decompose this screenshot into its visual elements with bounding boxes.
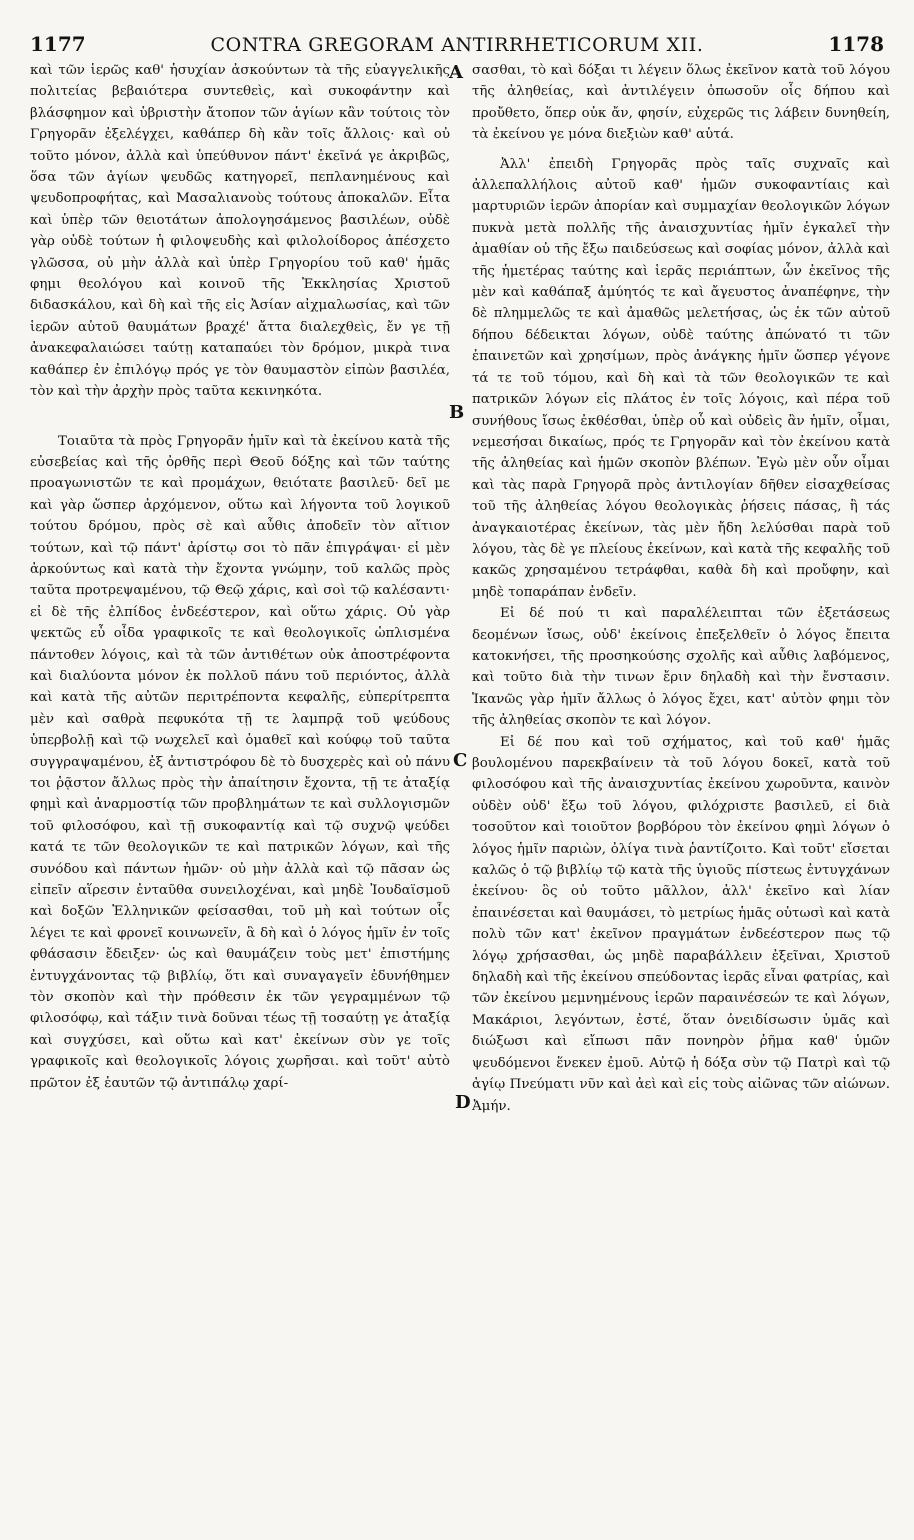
paragraph: σασθαι, τὸ καὶ δόξαι τι λέγειν ὅλως ἐκεῖνον κατὰ τοῦ λόγου τῆς ἀληθείας, καὶ ἀντιλέγειν ὁπωσοῦν οἷς δήπου καὶ προὔθετο, ὅπερ οὐκ ἄν, φησίν, εὐχερῶς τις λάβειν δυνηθείη, τὰ ἐκείνου γε μόνα διεξιὼν καθ' αὑτά.	[472, 63, 890, 143]
running-header	[30, 32, 884, 58]
page-number-right: 1178	[828, 32, 884, 56]
page-number-left: 1177	[30, 32, 86, 56]
running-title: CONTRA GREGORAM ANTIRRHETICORUM XII.	[210, 34, 704, 56]
paragraph: Ἀλλ' ἐπειδὴ Γρηγορᾶς πρὸς ταῖς συχναῖς καὶ ἀλλεπαλλήλοις αὐτοῦ καθ' ἡμῶν συκοφαντίαις καὶ μαρτυριῶν ἱερῶν ἀπορίαν καὶ συμμαχίαν θεολογικῶν λόγων πυκνὰ μετὰ πολλῆς τῆς ἀναισχυντίας ἡμῖν ἐγκαλεῖ τὴν ἀμαθίαν οὐ τῆς ἔξω παιδεύσεως καὶ σοφίας μόνον, ἀλλὰ καὶ τῆς ἡμετέρας ταύτης καὶ ἱερᾶς περιάπτων, ὧν ἐκεῖνος τῆς μὲν καὶ καθάπαξ ἀμύητός τε καὶ ἄγευστος ἀναπέφηνε, τὴν δὲ πλημμελῶς τε καὶ ἀμαθῶς μελετήσας, ὡς ἐκ τῶν αὐτοῦ δήπου δέδεικται λόγων, οὐδὲ ταύτης ἀπώνατό τι τῶν ἐπαινετῶν καὶ χρησίμων, πρὸς ἀνάγκης ἡμῖν ὥσπερ γέγονε τά τε τοῦ τόμου, καὶ δὴ καὶ τὰ τῶν θεολογικῶν τε καὶ πατρικῶν λόγων εἰς πλάτος ἐν τοῖς λόγοις, καὶ πέρα τοῦ συνήθους ἴσως ἐκθέσθαι, ὑπὲρ οὗ καὶ οὐδεὶς ἂν ἡμῖν, οἶμαι, νεμεσήσαι δικαίως, πρός τε Γρηγορᾶν καὶ τὸν ἐκείνου κατὰ τῆς ἀληθείας καὶ ἡμῶν σκοπὸν βλέπων. Ἐγὼ μὲν οὖν οἶμαι καὶ τὰς παρὰ Γρηγορᾶ πρὸς ἀντιλογίαν δῆθεν εἰσαχθείσας τοῦ τῆς ἀληθείας λόγου θεολογικὰς ῥήσεις πάσας, ἢ τάς ἀναγκαιοτέρας ἐκείνων, τὰς μὲν ἤδη λελύσθαι παρὰ τοῦ λόγου, τὰς δὲ γε πλείους ἐκείνων, καὶ κατὰ τῆς κεφαλῆς τοῦ κακῶς χρησαμένου τετράφθαι, καθὰ δὴ καὶ προὔφην, καὶ μηδὲ τοπαράπαν ἐνδεῖν.	[472, 156, 890, 600]
left-column	[30, 60, 450, 1094]
paragraph: Εἰ δέ που καὶ τοῦ σχήματος, καὶ τοῦ καθ' ἡμᾶς βουλομένου παρεκβαίνειν τὰ τοῦ λόγου δοκεῖ, κατὰ τοῦ φιλοσόφου καὶ τῆς ἀναισχυντίας ἐκείνου χωροῦντα, καινὸν οὐδὲν οὐδ' ἔξω τοῦ λόγου, φιλόχριστε βασιλεῦ, εἰ διὰ τοσοῦτον καὶ τοιοῦτον βορβόρου τὸν ἐκείνου φημὶ λόγων ὁ λόγος ἡμῖν παριὼν, ὀλίγα τινὰ ῥαντίζοιτο. Καὶ τοῦτ' εἴσεται καλῶς ὁ τῷ βιβλίῳ τῷ κατὰ τῆς ὑγιοῦς πίστεως ἐντυγχάνων ἐκείνου· ὃς οὐ τοῦτο μᾶλλον, ἀλλ' ἐκεῖνο καὶ λίαν ἐπαινέσεται καὶ θαυμάσει, τὸ μετρίως ἡμᾶς οὑτωσὶ καὶ κατὰ πολὺ τῶν κατ' ἐκεῖνον πραγμάτων ἐνδεέστερον πως τῷ λόγῳ χρήσασθαι, ὡς μηδὲ παραβάλλειν ἐξεῖναι, Χριστοῦ δηλαδὴ καὶ τῆς ἐκείνου σπεύδοντας ἱερᾶς εἶναι φατρίας, καὶ τῶν ἐκείνου μεμνημένους ἱερῶν παραινέσεών τε καὶ λόγων, Μακάριοι, λεγόντων, ἐστέ, ὅταν ὀνειδίσωσιν ὑμᾶς καὶ διώξωσι καὶ εἴπωσι πᾶν πονηρὸν ῥῆμα καθ' ὑμῶν ψευδόμενοι ἕνεκεν ἐμοῦ. Αὐτῷ ἡ δόξα σὺν τῷ Πατρὶ καὶ τῷ ἁγίῳ Πνεύματι νῦν καὶ ἀεὶ καὶ εἰς τοὺς αἰῶνας τῶν αἰώνων. Ἀμήν.	[472, 734, 890, 1114]
margin-marker-d: D	[455, 1092, 471, 1113]
margin-marker-c: C	[453, 750, 468, 771]
margin-marker-b: B	[449, 402, 465, 423]
paragraph: Τοιαῦτα τὰ πρὸς Γρηγορᾶν ἡμῖν καὶ τὰ ἐκείνου κατὰ τῆς εὐσεβείας καὶ τῆς ὀρθῆς περὶ Θεοῦ δόξης καὶ τῶν ταύτης προαγωνιστῶν τε καὶ προμάχων, θειότατε βασιλεῦ· δεῖ με καὶ γὰρ ὥσπερ ἀρχόμενον, οὕτω καὶ λήγοντα τοῦ λογικοῦ τούτου δρόμου, πρὸς σὲ καὶ αὖθις ἀποδεῖν τὸν αἴτιον τούτων, καὶ τῷ πάντ' ἀρίστῳ σοι τὸ πᾶν ἐπιγράψαι· εἰ μὲν ἀρκούντως καὶ κατὰ τὴν ἔχοντα γνώμην, τοῦ καλῶς πρὸς ταῦτα προτρεψαμένου, τῷ Θεῷ χάρις, καὶ σοὶ τῷ καλέσαντι· εἰ δὲ τῆς ἐλπίδος ἐνδεέστερον, καὶ οὕτω χάρις. Οὐ γὰρ ψεκτῶς εὖ οἶδα γραφικοῖς τε καὶ θεολογικοῖς ὡπλισμένα πάντοθεν λόγοις, καὶ τὰ τῶν ἀντιθέτων οὐκ ἀποστρέφοντα καὶ διαλύοντα μόνον ἐκ πολλοῦ πάνυ τοῦ περιόντος, ἀλλὰ καὶ κατὰ τῆς αὐτῶν περιτρέποντα κεφαλῆς, εὐπερίτρεπτα μὲν καὶ σαθρὰ πεφυκότα τῇ τε λαμπρᾷ τοῦ ψεύδους ὑπερβολῇ καὶ τῷ νωχελεῖ καὶ ὀμαθεῖ καὶ κούφῳ τοῦ ταῦτα συγγραψαμένου, ἐξ ἀντιστρόφου δὲ τὸ δυσχερὲς καὶ οὐ πάνυ τοι ῥᾷστον ἄλλως πρὸς τὴν ἀπαίτησιν ἔχοντα, τῇ τε ἀταξίᾳ φημὶ καὶ ἀναρμοστίᾳ τῶν προβλημάτων τε καὶ συλλογισμῶν τοῦ φιλοσόφου, καὶ τῇ συκοφαντίᾳ καὶ τῷ συχνῷ ψεύδει κατά τε τῶν θεολογικῶν τε καὶ πατρικῶν λόγων, καὶ τῆς συνόδου καὶ πάντων ἡμῶν· οὐ μὴν ἀλλὰ καὶ τῷ πᾶσαν ὡς εἰπεῖν αἵρεσιν ἐνταῦθα συνειλοχέναι, καὶ μηδὲ Ἰουδαϊσμοῦ καὶ δοξῶν Ἑλληνικῶν φείσασθαι, τοῦ μὴ καὶ τούτων οἷς λέγει τε καὶ φρονεῖ κοινωνεῖν, ἃ δὴ καὶ ὁ λόγος ἡμῖν ἐν τοῖς φθάσασιν ἔδειξεν· ὡς καὶ θαυμάζειν τοὺς μετ' ἐπιστήμης ἐντυγχάνοντας τῷ βιβλίῳ, ὅτι καὶ συναγαγεῖν ἐδυνήθημεν τὸν σκοπὸν καὶ τὴν πρόθεσιν ἐκ τῶν γεγραμμένων τῷ φιλοσόφῳ, καὶ τάξιν τινὰ δοῦναι τέως τῇ τοσαύτῃ γε ἀταξίᾳ καὶ συγχύσει, καὶ οὕτω καὶ κατ' ἐκείνων σὺν γε τοῖς γραφικοῖς καὶ θεολογικοῖς λόγοις χωρῆσαι. καὶ τοῦτ' αὐτὸ πρῶτον ἐξ ἑαυτῶν τῷ ἀντιπάλῳ χαρί-	[30, 433, 450, 1091]
paragraph: Εἰ δέ πού τι καὶ παραλέλειπται τῶν ἐξετάσεως δεομένων ἴσως, οὐδ' ἐκείνοις ἐπεξελθεῖν ὁ λόγος ἔπειτα κατοκνήσει, τῆς προσηκούσης σχολῆς καὶ αὖθις λαβόμενος, καὶ τοῦτο διὰ τὴν τινων ἔριν δηλαδὴ καὶ τὴν ἔνστασιν. Ἱκανῶς γὰρ ἡμῖν ἄλλως ὁ λόγος ἔχει, κατ' αὐτὸν φημι τὸν τῆς ἀληθείας σκοπὸν τε καὶ λόγον.	[472, 606, 890, 729]
paragraph: καὶ τῶν ἱερῶς καθ' ἡσυχίαν ἀσκούντων τὰ τῆς εὐαγγελικῆς πολιτείας βεβαιότερα συντεθεὶς, καὶ συκοφάντην καὶ βλάσφημον καὶ ὑβριστὴν ἄτοπον τῶν ἁγίων κἂν τούτοις τὸν Γρηγορᾶν ἐξελέγχει, καθάπερ δὴ κἂν τοῖς ἄλλοις· καὶ οὐ τοῦτο μόνον, ἀλλὰ καὶ ὑπεύθυνον πάντ' ἐκεῖνά γε ἀκριβῶς, ὅσα τῶν ἁγίων ψευδῶς κατηγορεῖ, πεπλανημένους καὶ ψευδοπροφήτας, καὶ Μασαλιανοὺς τούτους ἀποκαλῶν. Εἶτα καὶ ὑπὲρ τῶν θειοτάτων ἀπολογησάμενος βασιλέων, οὐδὲ γὰρ οὐδὲ τούτων ἡ φιλοψευδὴς καὶ φιλολοίδορος ἀπέσχετο γλῶσσα, οὐ μὴν ἀλλὰ καὶ ὑπὲρ Γρηγορίου τοῦ καθ' ἡμᾶς φημι θεολόγου καὶ κοινοῦ τῆς Ἐκκλησίας Χριστοῦ διδασκάλου, καὶ δὴ καὶ τῆς εἰς Ἀσίαν αἰχμαλωσίας, καὶ τῶν ἱερῶν αὐτοῦ θαυμάτων βραχέ' ἄττα διαλεχθεὶς, ἔν γε τῇ ἀνακεφαλαιώσει ταύτῃ καταπαύει τὸν δρόμον, μικρὰ τινα καθάπερ ἐν ἐπιλόγῳ πρός γε τὸν θαυμαστὸν εἰπὼν βασιλέα, τὸν καὶ τὴν ἀρχὴν πρὸς ταῦτα κεκινηκότα.	[30, 63, 450, 400]
right-column	[472, 60, 890, 1117]
margin-marker-a: A	[449, 62, 463, 83]
